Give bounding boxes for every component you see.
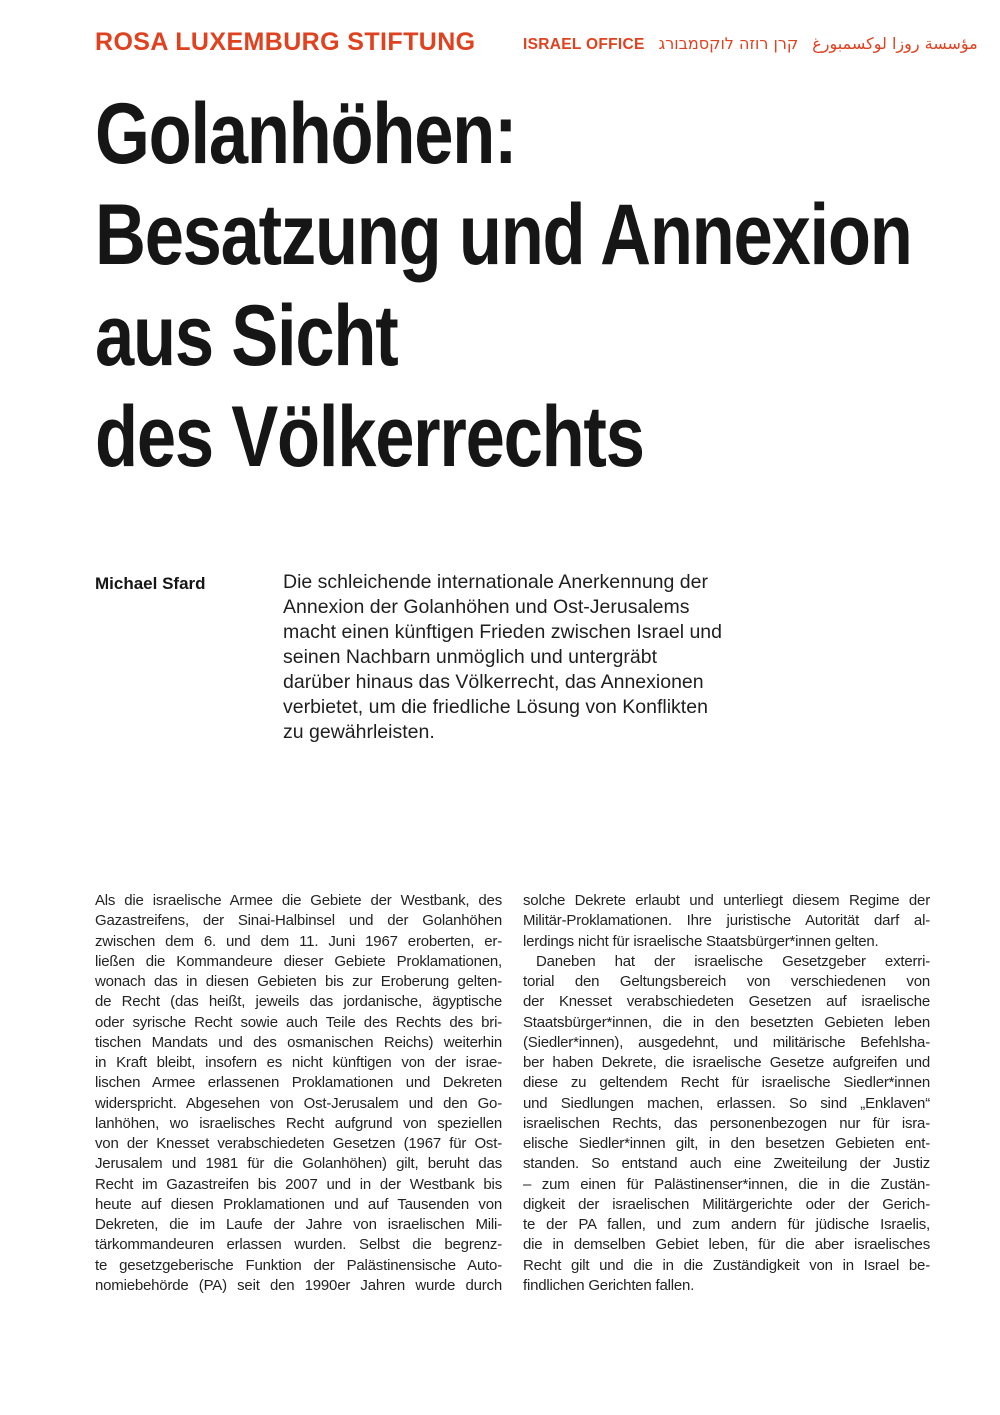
body-text-line: Daneben hat der israelische Gesetzgeber exterri- bbox=[536, 952, 930, 970]
body-text-line: nomiebehörde (PA) seit den 1990er Jahren wurde durch bbox=[95, 1276, 502, 1294]
body-text-line: Staatsbürger*innen, die in den besetzten Gebieten leben bbox=[523, 1013, 930, 1031]
lead-line: macht einen künftigen Frieden zwischen Israel und bbox=[283, 621, 722, 643]
body-text-line: (Siedler*innen), ausgedehnt, und militärische Befehlsha- bbox=[523, 1033, 930, 1051]
title-line: aus Sicht bbox=[95, 288, 398, 384]
body-text-line: und Siedlungen machen, erlassen. So sind „Enklaven“ bbox=[523, 1094, 930, 1112]
title-line: Besatzung und Annexion bbox=[95, 187, 912, 283]
lead-line: seinen Nachbarn unmöglich und untergräbt bbox=[283, 646, 657, 668]
title-line: des Völkerrechts bbox=[95, 389, 644, 485]
body-text-line: die in demselben Gebiet leben, für die aber israelisches bbox=[523, 1236, 930, 1254]
body-text-line: von der Knesset verabschiedeten Gesetzen (1967 für Ost- bbox=[95, 1135, 502, 1152]
body-text-line: heute auf diesen Proklamationen und auf Tausenden von bbox=[95, 1195, 502, 1213]
body-text-line: solche Dekrete erlaubt und unterliegt diesem Regime der bbox=[523, 892, 930, 909]
body-text-line: tärkommandeuren erlassen wurden. Selbst die begrenz- bbox=[95, 1236, 502, 1254]
body-text-line: torial den Geltungsbereich von verschiedenen von bbox=[523, 973, 930, 990]
body-text-line: digkeit der israelischen Militärgerichte oder der Gerich- bbox=[523, 1195, 930, 1213]
body-text-line: ber haben Dekrete, die israelische Gesetze aufgreifen und bbox=[523, 1054, 930, 1071]
body-column-left bbox=[95, 891, 502, 1296]
body-text-line: te gesetzgeberische Funktion der Palästinensische Auto- bbox=[95, 1256, 502, 1274]
office-label-english: ISRAEL OFFICE bbox=[523, 36, 645, 53]
body-text-line: ließen die Kommandeure dieser Gebiete Proklamationen, bbox=[95, 952, 502, 970]
body-text-line: lerdings nicht für israelische Staatsbürger*innen gelten. bbox=[523, 932, 879, 950]
body-text-line: Als die israelische Armee die Gebiete der Westbank, des bbox=[95, 892, 502, 909]
body-text-line: Gazastreifens, der Sinai-Halbinsel und der Golanhöhen bbox=[95, 912, 502, 930]
body-text-line: Recht gilt und die in die Zuständigkeit von in Israel be- bbox=[523, 1256, 930, 1274]
body-text-line: elische Siedler*innen gilt, in den besetzen Gebieten ent- bbox=[523, 1135, 930, 1152]
lead-paragraph bbox=[283, 570, 722, 745]
body-text-line: Jerusalem und 1981 für die Golanhöhen) gilt, beruht das bbox=[95, 1155, 502, 1173]
page-title bbox=[95, 84, 1000, 488]
office-label-arabic: مؤسسة روزا لوكسمبورغ bbox=[812, 34, 978, 53]
title-line: Golanhöhen: bbox=[95, 86, 517, 182]
author-name: Michael Sfard bbox=[95, 574, 206, 593]
lead-line: verbietet, um die friedliche Lösung von Konflikten bbox=[283, 696, 708, 718]
lead-line: Die schleichende internationale Anerkennung der bbox=[283, 571, 708, 593]
lead-line: darüber hinaus das Völkerrecht, das Annexionen bbox=[283, 671, 704, 693]
body-text-line: Militär-Proklamationen. Ihre juristische Autorität darf al- bbox=[523, 912, 930, 930]
body-text-line: lischen Armee erlassenen Proklamationen und Dekreten bbox=[95, 1074, 502, 1092]
body-text-line: oder syrische Recht sowie auch Teile des Rechts des bri- bbox=[95, 1013, 502, 1031]
body-text-line: Recht im Gazastreifen bis 2007 und in der Westbank bis bbox=[95, 1175, 502, 1193]
office-label-group bbox=[523, 34, 978, 54]
body-text-line: – zum einen für Palästinenser*innen, die in die Zustän- bbox=[523, 1175, 930, 1193]
lead-line: zu gewährleisten. bbox=[283, 721, 435, 743]
body-column-right bbox=[523, 891, 930, 1296]
body-text-line: te der PA fallen, und zum andern für jüdische Israelis, bbox=[523, 1216, 930, 1233]
body-text-line: de Recht (das heißt, jeweils das jordanische, ägyptische bbox=[95, 993, 502, 1011]
body-text-line: diese zu geltendem Recht für israelische Siedler*innen bbox=[523, 1074, 930, 1092]
body-text-line: israelischen Rechts, das personenbezogen nur für isra- bbox=[523, 1114, 930, 1132]
body-text-line: Dekreten, die im Laufe der Jahre von israelischen Mili- bbox=[95, 1216, 502, 1233]
body-text-line: der Knesset verabschiedeten Gesetzen auf israelische bbox=[523, 993, 930, 1011]
lead-line: Annexion der Golanhöhen und Ost-Jerusalems bbox=[283, 596, 690, 618]
body-text-line: tischen Mandats und des osmanischen Reichs) weiterhin bbox=[95, 1033, 502, 1051]
body-text-line: lanhöhen, wo israelisches Recht aufgrund von speziellen bbox=[95, 1114, 502, 1132]
office-label-hebrew: קרן רוזה לוקסמבורג bbox=[658, 34, 799, 53]
body-text-line: wonach das in diesen Gebieten bis zur Eroberung gelten- bbox=[95, 973, 502, 990]
brand-logo-text: ROSA LUXEMBURG STIFTUNG bbox=[95, 28, 476, 56]
body-text-line: standen. So entstand auch eine Zweiteilung der Justiz bbox=[523, 1155, 930, 1173]
body-text-line: in Kraft bleibt, insofern es nicht künftigen von der israe- bbox=[95, 1054, 502, 1071]
body-text-line: zwischen dem 6. und dem 11. Juni 1967 eroberten, er- bbox=[95, 932, 502, 950]
body-text-line: widerspricht. Abgesehen von Ost-Jerusalem und den Go- bbox=[95, 1094, 502, 1112]
body-text-line: findlichen Gerichten fallen. bbox=[523, 1276, 695, 1294]
